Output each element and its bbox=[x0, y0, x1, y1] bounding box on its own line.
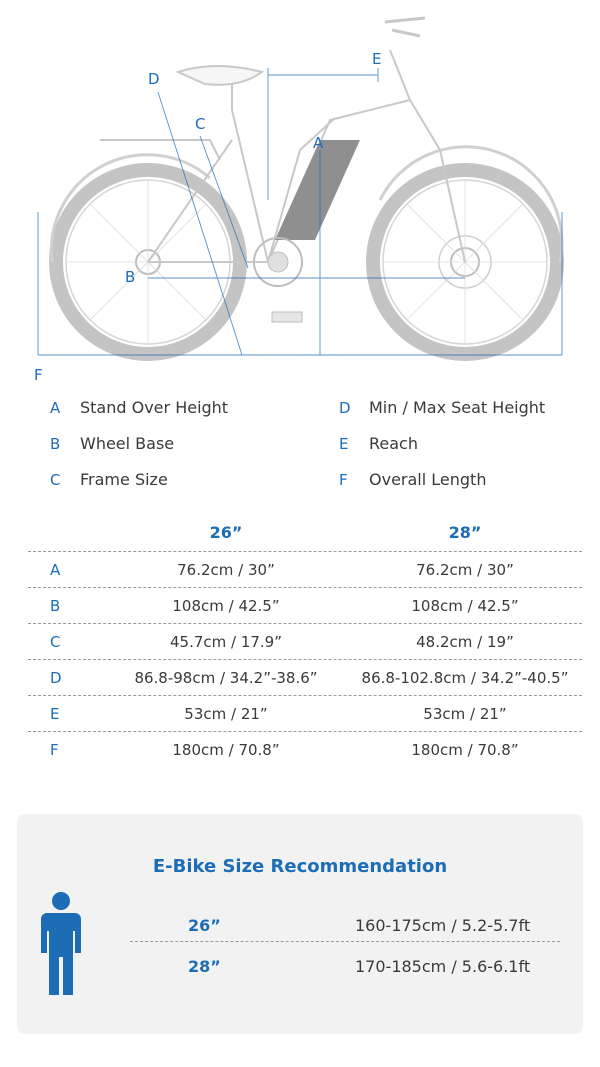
legend-item-a bbox=[50, 398, 228, 417]
legend-item-d bbox=[339, 398, 545, 417]
recommendation-range: 170-185cm / 5.6-6.1ft bbox=[355, 957, 531, 976]
recommendation-size: 26” bbox=[188, 916, 221, 935]
recommendation-title: E-Bike Size Recommendation bbox=[152, 856, 448, 877]
value-28: 48.2cm / 19” bbox=[416, 633, 514, 651]
bike-illustration bbox=[0, 0, 600, 392]
geometry-spec-table bbox=[28, 515, 582, 767]
legend-text: Min / Max Seat Height bbox=[369, 398, 546, 417]
bike-geometry-diagram bbox=[0, 0, 600, 392]
divider bbox=[130, 941, 560, 942]
value-26: 45.7cm / 17.9” bbox=[169, 633, 283, 651]
dimension-legend bbox=[0, 392, 600, 502]
legend-text: Stand Over Height bbox=[80, 398, 229, 417]
table-row bbox=[28, 695, 582, 731]
value-26: 108cm / 42.5” bbox=[172, 597, 280, 615]
row-label: F bbox=[50, 741, 59, 759]
legend-letter: B bbox=[50, 434, 61, 453]
dimension-label-e: E bbox=[372, 50, 382, 68]
legend-letter: D bbox=[339, 398, 351, 417]
table-row bbox=[28, 587, 582, 623]
table-row bbox=[28, 731, 582, 767]
row-label: E bbox=[50, 705, 60, 723]
value-26: 180cm / 70.8” bbox=[172, 741, 280, 759]
size-recommendation-panel bbox=[17, 814, 583, 1034]
legend-item-c bbox=[50, 470, 168, 489]
legend-letter: F bbox=[339, 470, 348, 489]
row-label: A bbox=[50, 561, 61, 579]
column-header-26: 26” bbox=[209, 523, 243, 542]
legend-item-e bbox=[339, 434, 418, 453]
legend-letter: E bbox=[339, 434, 349, 453]
column-header-28: 28” bbox=[448, 523, 482, 542]
recommendation-range: 160-175cm / 5.2-5.7ft bbox=[355, 916, 531, 935]
person-icon bbox=[39, 891, 83, 997]
dimension-label-b: B bbox=[125, 268, 136, 286]
dimension-label-a: A bbox=[313, 134, 324, 152]
legend-text: Frame Size bbox=[80, 470, 168, 489]
table-row bbox=[28, 551, 582, 587]
row-label: D bbox=[50, 669, 62, 687]
dimension-label-f: F bbox=[34, 366, 43, 384]
legend-letter: C bbox=[50, 470, 61, 489]
value-28: 180cm / 70.8” bbox=[411, 741, 519, 759]
recommendation-size: 28” bbox=[188, 957, 221, 976]
value-26: 53cm / 21” bbox=[184, 705, 268, 723]
dimension-label-d: D bbox=[148, 70, 160, 88]
spec-table-header bbox=[28, 515, 582, 551]
value-28: 53cm / 21” bbox=[423, 705, 507, 723]
legend-text: Wheel Base bbox=[80, 434, 175, 453]
value-28: 86.8-102.8cm / 34.2”-40.5” bbox=[361, 669, 569, 687]
table-row bbox=[28, 659, 582, 695]
legend-item-b bbox=[50, 434, 174, 453]
recommendation-row bbox=[130, 947, 560, 987]
legend-item-f bbox=[339, 470, 486, 489]
value-26: 86.8-98cm / 34.2”-38.6” bbox=[134, 669, 318, 687]
table-row bbox=[28, 623, 582, 659]
recommendation-row bbox=[130, 906, 560, 946]
value-28: 76.2cm / 30” bbox=[416, 561, 514, 579]
row-label: C bbox=[50, 633, 61, 651]
row-label: B bbox=[50, 597, 61, 615]
legend-text: Reach bbox=[369, 434, 418, 453]
dimension-label-c: C bbox=[195, 115, 206, 133]
legend-text: Overall Length bbox=[369, 470, 487, 489]
value-26: 76.2cm / 30” bbox=[177, 561, 275, 579]
legend-letter: A bbox=[50, 398, 61, 417]
value-28: 108cm / 42.5” bbox=[411, 597, 519, 615]
